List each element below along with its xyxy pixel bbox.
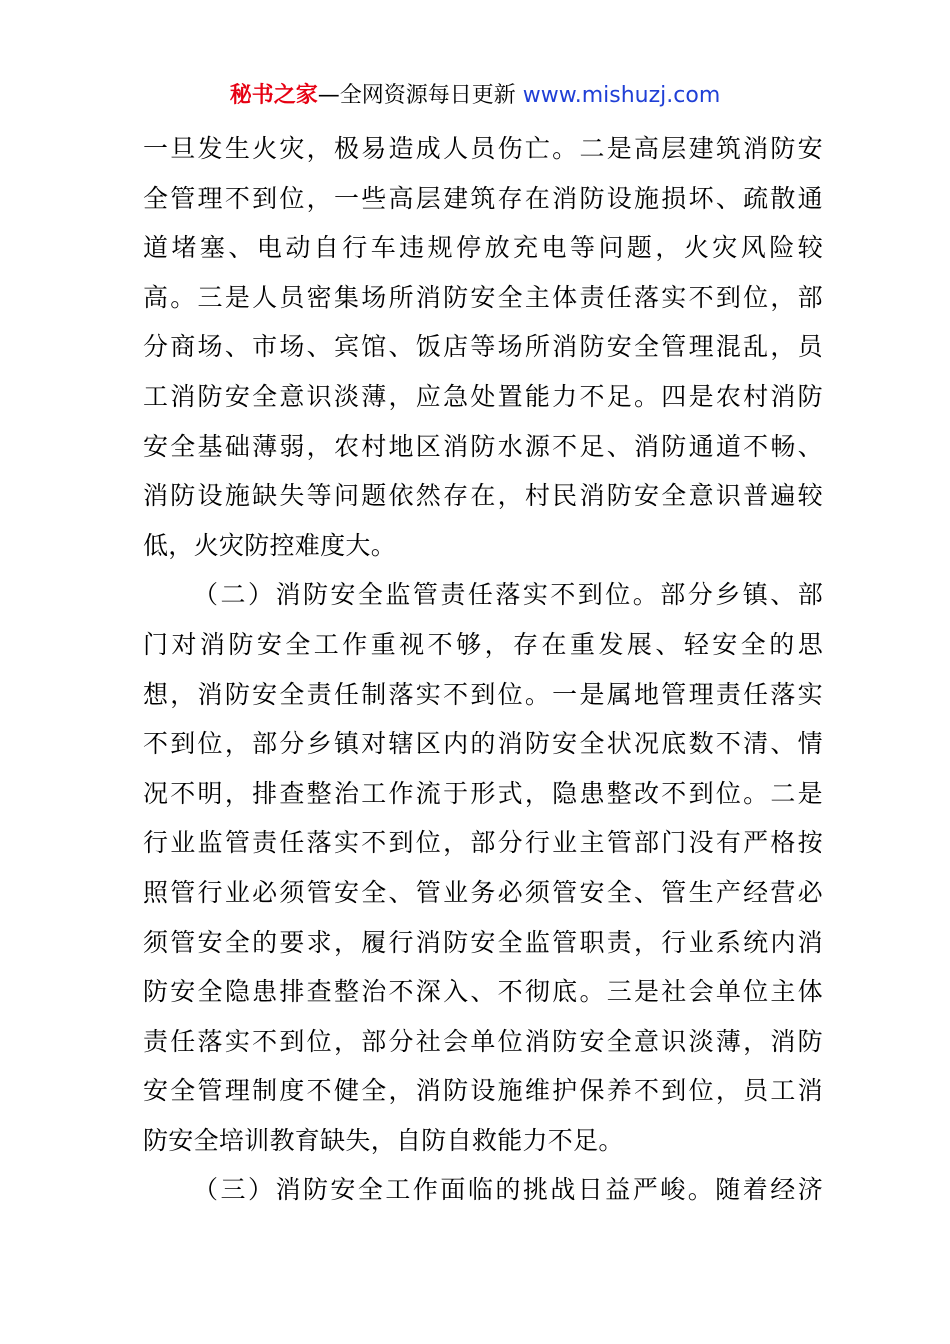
text-line: 工消防安全意识淡薄，应急处置能力不足。四是农村消防: [143, 381, 823, 411]
text-line: 消防设施缺失等问题依然存在，村民消防安全意识普遍较: [143, 481, 823, 511]
text-line: 一旦发生火灾，极易造成人员伤亡。二是高层建筑消防安: [143, 134, 823, 163]
text-line: 不到位，部分乡镇对辖区内的消防安全状况底数不清、情: [143, 729, 823, 759]
text-line: 门对消防安全工作重视不够，存在重发展、轻安全的思: [143, 629, 823, 659]
text-line: 防安全培训教育缺失，自防自救能力不足。: [143, 1125, 624, 1155]
section-heading-line: （三）消防安全工作面临的挑战日益严峻。随着经济: [193, 1175, 823, 1205]
text-line: 全管理不到位，一些高层建筑存在消防设施损坏、疏散通: [143, 183, 823, 213]
text-line: 安全管理制度不健全，消防设施维护保养不到位，员工消: [143, 1076, 823, 1106]
text-line: 道堵塞、电动自行车违规停放充电等问题，火灾风险较: [143, 233, 823, 263]
text-line: 分商场、市场、宾馆、饭店等场所消防安全管理混乱，员: [143, 332, 823, 362]
site-tagline: —全网资源每日更新: [317, 83, 523, 108]
text-line: 防安全隐患排查整治不深入、不彻底。三是社会单位主体: [143, 977, 823, 1007]
document-body: [143, 124, 823, 1215]
text-line: 安全基础薄弱，农村地区消防水源不足、消防通道不畅、: [143, 431, 823, 461]
text-line: 责任落实不到位，部分社会单位消防安全意识淡薄，消防: [143, 1026, 823, 1056]
site-header: [0, 80, 950, 112]
text-line: 须管安全的要求，履行消防安全监管职责，行业系统内消: [143, 927, 823, 957]
text-line: 低，火灾防控难度大。: [143, 530, 397, 560]
text-line: 况不明，排查整治工作流于形式，隐患整改不到位。二是: [143, 778, 823, 808]
section-heading-line: （二）消防安全监管责任落实不到位。部分乡镇、部: [193, 580, 823, 610]
text-line: 行业监管责任落实不到位，部分行业主管部门没有严格按: [143, 828, 823, 858]
text-line: 照管行业必须管安全、管业务必须管安全、管生产经营必: [143, 877, 823, 907]
text-line: 高。三是人员密集场所消防安全主体责任落实不到位，部: [143, 282, 823, 312]
site-url-link[interactable]: www.mishuzj.com: [522, 83, 721, 108]
text-line: 想，消防安全责任制落实不到位。一是属地管理责任落实: [143, 679, 823, 709]
site-brand: 秘书之家: [229, 83, 318, 108]
